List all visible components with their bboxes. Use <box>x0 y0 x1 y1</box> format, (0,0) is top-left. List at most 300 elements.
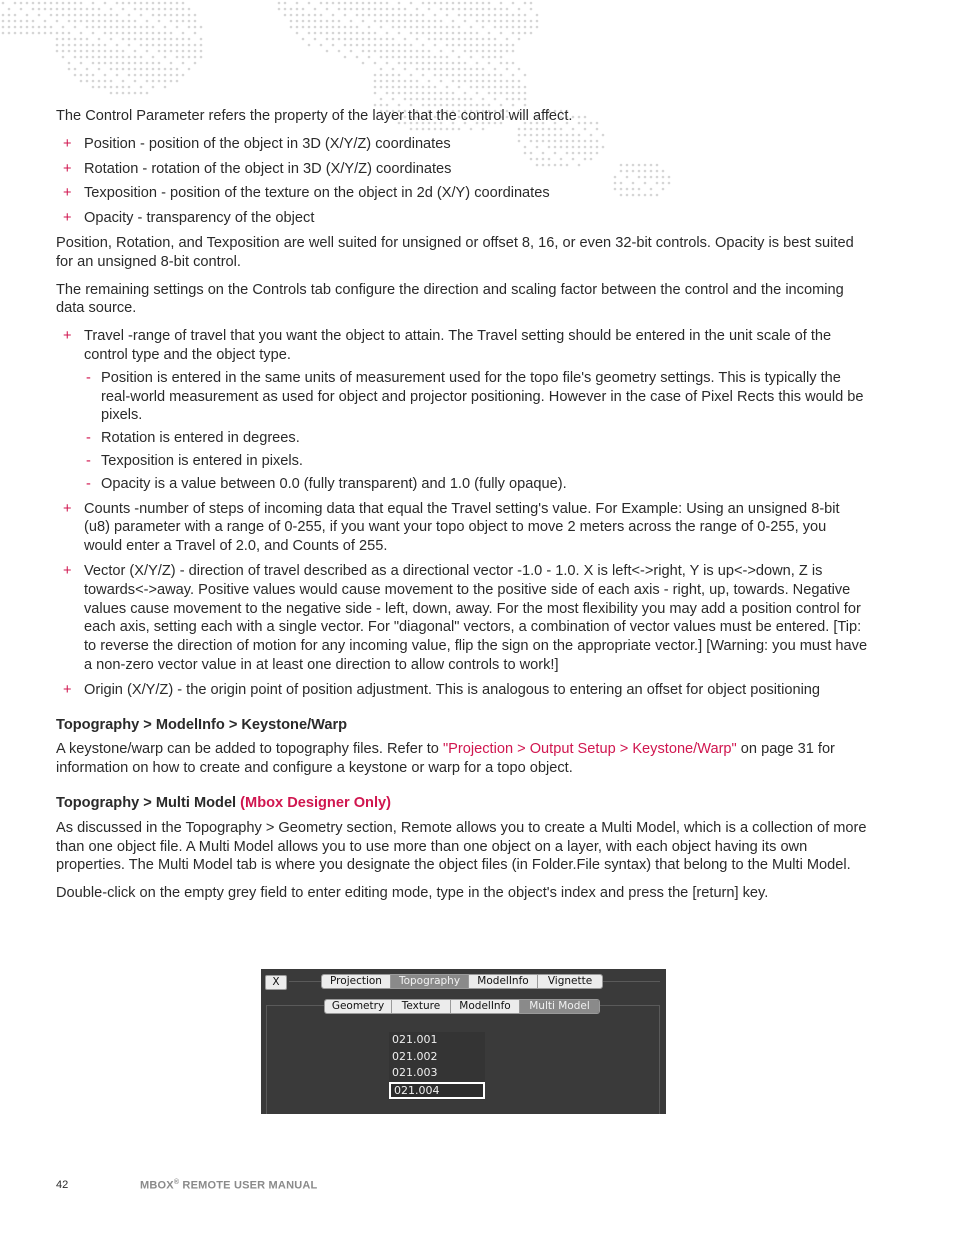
map-dot <box>464 98 467 101</box>
map-dot <box>440 104 443 107</box>
map-dot <box>410 26 413 29</box>
map-dot <box>434 56 437 59</box>
map-dot <box>410 92 413 95</box>
list-item[interactable]: 021.003 <box>392 1066 438 1080</box>
map-dot <box>386 2 389 5</box>
map-dot <box>62 44 65 47</box>
map-dot <box>164 32 167 35</box>
designer-only-note: (Mbox Designer Only) <box>240 794 391 811</box>
map-dot <box>194 56 197 59</box>
map-dot <box>188 44 191 47</box>
map-dot <box>86 50 89 53</box>
map-dot <box>392 44 395 47</box>
keystone-paragraph <box>56 740 868 778</box>
map-dot <box>128 2 131 5</box>
map-dot <box>110 56 113 59</box>
map-dot <box>428 32 431 35</box>
map-dot <box>464 14 467 17</box>
map-dot <box>494 38 497 41</box>
list-item[interactable]: 021.002 <box>392 1049 438 1063</box>
map-dot <box>158 80 161 83</box>
map-dot <box>500 56 503 59</box>
map-dot <box>410 56 413 59</box>
subtab-modelinfo[interactable]: ModelInfo <box>451 1000 520 1013</box>
map-dot <box>8 20 11 23</box>
map-dot <box>128 86 131 89</box>
map-dot <box>428 86 431 89</box>
map-dot <box>386 44 389 47</box>
map-dot <box>500 32 503 35</box>
map-dot <box>182 56 185 59</box>
map-dot <box>524 86 527 89</box>
map-dot <box>440 50 443 53</box>
map-dot <box>104 80 107 83</box>
map-dot <box>518 20 521 23</box>
map-dot <box>404 62 407 65</box>
map-dot <box>20 32 23 35</box>
map-dot <box>434 44 437 47</box>
map-dot <box>386 86 389 89</box>
map-dot <box>188 14 191 17</box>
map-dot <box>452 26 455 29</box>
map-dot <box>170 14 173 17</box>
map-dot <box>446 56 449 59</box>
map-dot <box>146 32 149 35</box>
map-dot <box>482 56 485 59</box>
map-dot <box>410 20 413 23</box>
map-dot <box>512 14 515 17</box>
map-dot <box>488 86 491 89</box>
map-dot <box>98 14 101 17</box>
map-dot <box>440 92 443 95</box>
map-dot <box>482 26 485 29</box>
map-dot <box>302 20 305 23</box>
map-dot <box>458 2 461 5</box>
map-dot <box>164 56 167 59</box>
map-dot <box>176 50 179 53</box>
map-dot <box>446 38 449 41</box>
map-dot <box>476 74 479 77</box>
map-dot <box>314 14 317 17</box>
map-dot <box>458 98 461 101</box>
map-dot <box>488 44 491 47</box>
map-dot <box>128 20 131 23</box>
multi-model-paragraph: As discussed in the Topography > Geometry section, Remote allows you to create a Multi Model, which is a collection of more than one object file. A Multi Model allows you to use more than one object on a layer, with each object having its own properties. The Multi Model tab is where you designate the object files (in Folder.File syntax) that belong to the Multi Model. <box>56 819 867 874</box>
map-dot <box>344 2 347 5</box>
map-dot <box>38 8 41 11</box>
map-dot <box>440 38 443 41</box>
map-dot <box>362 62 365 65</box>
map-dot <box>38 32 41 35</box>
map-dot <box>494 56 497 59</box>
map-dot <box>182 14 185 17</box>
map-dot <box>494 74 497 77</box>
map-dot <box>350 50 353 53</box>
map-dot <box>440 80 443 83</box>
map-dot <box>140 2 143 5</box>
map-dot <box>188 56 191 59</box>
map-dot <box>380 68 383 71</box>
map-dot <box>386 80 389 83</box>
map-dot <box>524 74 527 77</box>
map-dot <box>476 14 479 17</box>
map-dot <box>452 38 455 41</box>
map-dot <box>74 68 77 71</box>
map-dot <box>440 68 443 71</box>
map-dot <box>476 38 479 41</box>
map-dot <box>392 92 395 95</box>
map-dot <box>440 8 443 11</box>
map-dot <box>458 32 461 35</box>
map-dot <box>476 92 479 95</box>
map-dot <box>128 68 131 71</box>
map-dot <box>404 8 407 11</box>
map-dot <box>278 2 281 5</box>
map-dot <box>188 26 191 29</box>
map-dot <box>92 44 95 47</box>
map-dot <box>80 32 83 35</box>
map-dot <box>122 80 125 83</box>
map-dot <box>302 8 305 11</box>
index-edit-field[interactable]: 021.004 <box>389 1082 485 1099</box>
map-dot <box>518 32 521 35</box>
map-dot <box>278 8 281 11</box>
map-dot <box>410 98 413 101</box>
map-dot <box>368 44 371 47</box>
map-dot <box>530 32 533 35</box>
map-dot <box>344 8 347 11</box>
map-dot <box>158 62 161 65</box>
map-dot <box>422 2 425 5</box>
map-dot <box>158 74 161 77</box>
map-dot <box>122 86 125 89</box>
map-dot <box>464 62 467 65</box>
map-dot <box>68 32 71 35</box>
map-dot <box>74 50 77 53</box>
map-dot <box>134 8 137 11</box>
map-dot <box>332 32 335 35</box>
map-dot <box>14 14 17 17</box>
map-dot <box>494 14 497 17</box>
top-tab-bar <box>321 974 603 989</box>
map-dot <box>80 80 83 83</box>
map-dot <box>188 50 191 53</box>
map-dot <box>440 20 443 23</box>
map-dot <box>344 32 347 35</box>
map-dot <box>368 50 371 53</box>
map-dot <box>488 8 491 11</box>
map-dot <box>458 68 461 71</box>
close-button[interactable]: X <box>265 975 287 990</box>
map-dot <box>452 2 455 5</box>
map-dot <box>344 44 347 47</box>
map-dot <box>302 14 305 17</box>
map-dot <box>518 26 521 29</box>
map-dot <box>164 8 167 11</box>
map-dot <box>308 32 311 35</box>
subtab-texture[interactable]: Texture <box>392 1000 451 1013</box>
remaining-paragraph: The remaining settings on the Controls tab configure the direction and scaling factor between the control and the incoming data source. <box>56 281 844 317</box>
map-dot <box>176 8 179 11</box>
map-dot <box>350 26 353 29</box>
map-dot <box>488 92 491 95</box>
map-dot <box>122 32 125 35</box>
map-dot <box>506 8 509 11</box>
map-dot <box>14 20 17 23</box>
map-dot <box>410 50 413 53</box>
map-dot <box>482 50 485 53</box>
map-dot <box>194 44 197 47</box>
map-dot <box>482 68 485 71</box>
map-dot <box>386 38 389 41</box>
list-item[interactable]: 021.001 <box>392 1033 438 1046</box>
map-dot <box>128 74 131 77</box>
map-dot <box>164 74 167 77</box>
map-dot <box>56 8 59 11</box>
map-dot <box>368 32 371 35</box>
map-dot <box>44 26 47 29</box>
map-dot <box>440 56 443 59</box>
map-dot <box>506 92 509 95</box>
map-dot <box>476 44 479 47</box>
map-dot <box>116 68 119 71</box>
map-dot <box>146 74 149 77</box>
map-dot <box>140 8 143 11</box>
tab-modelinfo[interactable]: ModelInfo <box>469 975 538 988</box>
map-dot <box>494 50 497 53</box>
subtab-geometry[interactable]: Geometry <box>325 1000 392 1013</box>
map-dot <box>464 38 467 41</box>
map-dot <box>296 26 299 29</box>
map-dot <box>446 74 449 77</box>
map-dot <box>482 104 485 107</box>
map-dot <box>62 50 65 53</box>
map-dot <box>290 26 293 29</box>
map-dot <box>500 26 503 29</box>
divider <box>266 1005 267 1114</box>
map-dot <box>92 32 95 35</box>
map-dot <box>44 8 47 11</box>
map-dot <box>164 14 167 17</box>
map-dot <box>122 38 125 41</box>
map-dot <box>134 32 137 35</box>
map-dot <box>200 38 203 41</box>
map-dot <box>128 44 131 47</box>
map-dot <box>86 8 89 11</box>
map-dot <box>368 14 371 17</box>
map-dot <box>398 32 401 35</box>
map-dot <box>170 8 173 11</box>
map-dot <box>50 14 53 17</box>
map-dot <box>500 92 503 95</box>
map-dot <box>374 80 377 83</box>
map-dot <box>32 2 35 5</box>
map-dot <box>494 26 497 29</box>
map-dot <box>362 8 365 11</box>
map-dot <box>146 80 149 83</box>
map-dot <box>476 8 479 11</box>
map-dot <box>488 104 491 107</box>
map-dot <box>440 32 443 35</box>
map-dot <box>68 50 71 53</box>
map-dot <box>32 20 35 23</box>
map-dot <box>32 8 35 11</box>
map-dot <box>194 32 197 35</box>
map-dot <box>428 8 431 11</box>
map-dot <box>422 86 425 89</box>
map-dot <box>506 26 509 29</box>
tab-topography[interactable]: Topography <box>391 975 469 988</box>
map-dot <box>428 50 431 53</box>
map-dot <box>488 14 491 17</box>
map-dot <box>62 56 65 59</box>
map-dot <box>374 38 377 41</box>
map-dot <box>170 20 173 23</box>
map-dot <box>452 20 455 23</box>
divider <box>598 1005 660 1006</box>
map-dot <box>518 38 521 41</box>
map-dot <box>404 80 407 83</box>
map-dot <box>194 62 197 65</box>
map-dot <box>410 14 413 17</box>
map-dot <box>434 62 437 65</box>
map-dot <box>134 62 137 65</box>
map-dot <box>428 80 431 83</box>
map-dot <box>506 38 509 41</box>
keystone-link[interactable]: "Projection > Output Setup > Keystone/Warp" <box>442 741 737 758</box>
map-dot <box>458 104 461 107</box>
map-dot <box>344 14 347 17</box>
map-dot <box>140 92 143 95</box>
sub-list-item: - Position is entered in the same units of measurement used for the topo file's geometry settings. This is typically the real-world measurement as used for object and projector positioning. However in the case of Pixel Rects this would be pixels. <box>84 369 868 425</box>
map-dot <box>338 8 341 11</box>
map-dot <box>176 20 179 23</box>
map-dot <box>56 32 59 35</box>
map-dot <box>158 8 161 11</box>
map-dot <box>14 32 17 35</box>
multi-model-heading <box>56 794 868 813</box>
map-dot <box>128 32 131 35</box>
map-dot <box>158 68 161 71</box>
map-dot <box>398 56 401 59</box>
map-dot <box>452 68 455 71</box>
map-dot <box>122 8 125 11</box>
map-dot <box>326 50 329 53</box>
map-dot <box>134 2 137 5</box>
map-dot <box>428 98 431 101</box>
map-dot <box>80 8 83 11</box>
map-dot <box>194 14 197 17</box>
map-dot <box>392 98 395 101</box>
map-dot <box>428 20 431 23</box>
map-dot <box>380 26 383 29</box>
map-dot <box>410 62 413 65</box>
map-dot <box>416 86 419 89</box>
map-dot <box>374 92 377 95</box>
map-dot <box>176 56 179 59</box>
map-dot <box>488 74 491 77</box>
map-dot <box>92 56 95 59</box>
map-dot <box>398 80 401 83</box>
map-dot <box>98 62 101 65</box>
map-dot <box>116 74 119 77</box>
map-dot <box>356 8 359 11</box>
subtab-multi-model[interactable]: Multi Model <box>520 1000 599 1013</box>
map-dot <box>8 14 11 17</box>
map-dot <box>380 2 383 5</box>
map-dot <box>140 56 143 59</box>
map-dot <box>116 50 119 53</box>
map-dot <box>314 8 317 11</box>
map-dot <box>380 44 383 47</box>
map-dot <box>434 14 437 17</box>
manual-title-prefix: MBOX <box>140 1179 174 1192</box>
map-dot <box>182 44 185 47</box>
map-dot <box>146 8 149 11</box>
map-dot <box>350 38 353 41</box>
map-dot <box>86 26 89 29</box>
map-dot <box>380 14 383 17</box>
object-index-list[interactable] <box>389 1032 485 1100</box>
map-dot <box>50 8 53 11</box>
travel-units-list <box>84 369 868 494</box>
map-dot <box>56 20 59 23</box>
map-dot <box>380 80 383 83</box>
map-dot <box>128 56 131 59</box>
map-dot <box>386 32 389 35</box>
map-dot <box>458 80 461 83</box>
map-dot <box>92 8 95 11</box>
map-dot <box>56 50 59 53</box>
map-dot <box>158 32 161 35</box>
map-dot <box>194 20 197 23</box>
map-dot <box>506 44 509 47</box>
map-dot <box>2 32 5 35</box>
map-dot <box>434 86 437 89</box>
map-dot <box>188 8 191 11</box>
map-dot <box>170 62 173 65</box>
map-dot <box>98 26 101 29</box>
page-number: 42 <box>56 1179 69 1191</box>
tab-projection[interactable]: Projection <box>322 975 391 988</box>
map-dot <box>200 50 203 53</box>
map-dot <box>158 50 161 53</box>
map-dot <box>368 2 371 5</box>
map-dot <box>434 38 437 41</box>
map-dot <box>326 32 329 35</box>
map-dot <box>440 74 443 77</box>
list-item: + Opacity - transparency of the object <box>56 209 868 228</box>
map-dot <box>362 44 365 47</box>
map-dot <box>296 2 299 5</box>
map-dot <box>500 50 503 53</box>
tab-vignette[interactable]: Vignette <box>538 975 602 988</box>
map-dot <box>320 14 323 17</box>
map-dot <box>512 62 515 65</box>
map-dot <box>518 80 521 83</box>
map-dot <box>476 104 479 107</box>
map-dot <box>380 38 383 41</box>
travel-text: Travel -range of travel that you want the object to attain. The Travel setting should be entered in the unit scale of the control type and the object type. <box>84 328 832 363</box>
map-dot <box>470 68 473 71</box>
map-dot <box>146 62 149 65</box>
map-dot <box>182 8 185 11</box>
map-dot <box>44 32 47 35</box>
map-dot <box>116 26 119 29</box>
map-dot <box>476 86 479 89</box>
map-dot <box>452 74 455 77</box>
map-dot <box>50 26 53 29</box>
